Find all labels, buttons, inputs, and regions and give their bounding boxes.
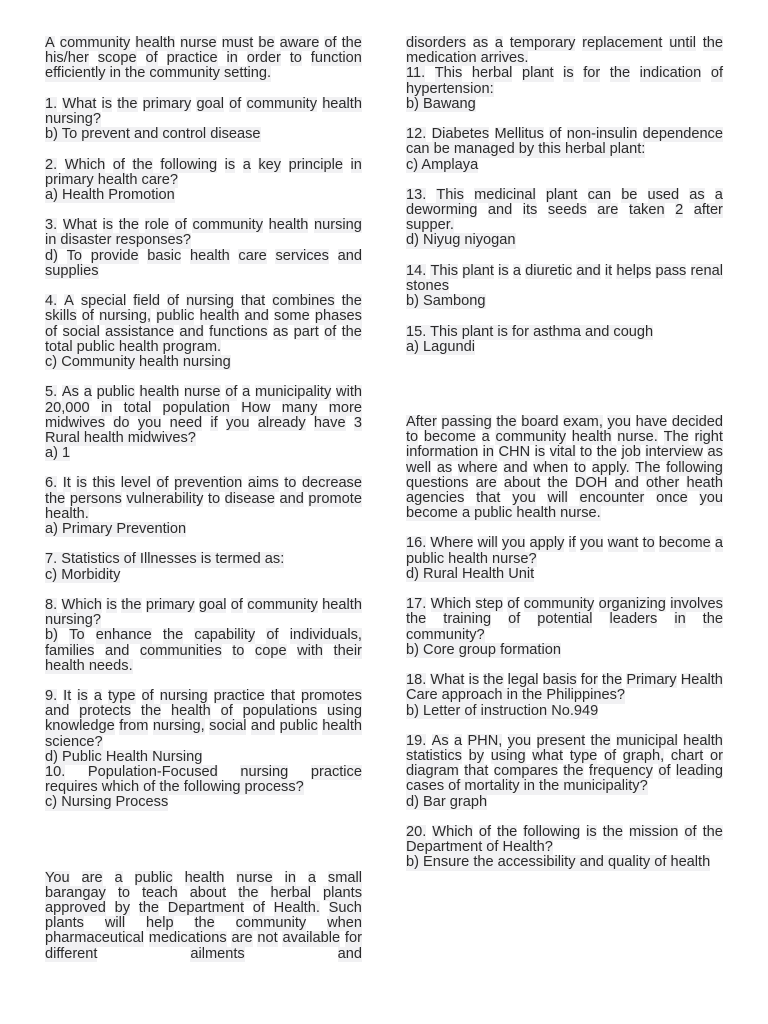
intro-text (45, 36, 362, 82)
question-1 (45, 97, 362, 127)
question-14-line: 14. This plant is a diuretic and it helps pass renal (406, 262, 723, 279)
answer-17 (406, 643, 723, 658)
scenario-herbal-line: barangay to teach about the herbal plants (45, 884, 362, 901)
question-15-line: 15. This plant is for asthma and cough (406, 323, 654, 340)
question-6-line: 6. It is this level of prevention aims to decrease (45, 475, 362, 492)
answer-20 (406, 855, 723, 870)
question-3-line: 3. What is the role of community health nursing (45, 217, 362, 234)
question-12 (406, 127, 723, 157)
question-13 (406, 188, 723, 234)
question-19-line: statistics by using what type of graph, chart or (406, 748, 723, 765)
question-17-line: 17. Which step of community organizing involves (406, 596, 723, 613)
answer-13-line: d) Niyug niyogan (406, 232, 516, 249)
scenario-herbal (45, 871, 362, 962)
answer-15 (406, 340, 723, 355)
scenario-doh-line: to become a community health nurse. The right (406, 429, 723, 446)
question-16 (406, 536, 723, 566)
answer-3-line: supplies (45, 262, 99, 279)
question-14-line: stones (406, 278, 449, 294)
answer-11 (406, 97, 723, 112)
question-16-line: public health nurse? (406, 550, 537, 567)
answer-6 (45, 522, 362, 537)
scenario-herbal-line: You are a public health nurse in a small (45, 869, 362, 886)
question-10-line: requires which of the following process? (45, 779, 304, 796)
question-18-line: Care approach in the Philippines? (406, 687, 626, 704)
question-4 (45, 294, 362, 355)
answer-17-line: b) Core group formation (406, 641, 561, 658)
scenario-doh-line: agencies that you will encounter once you (406, 489, 723, 506)
question-8 (45, 598, 362, 628)
question-5-line: 20,000 in total population How many more (45, 399, 362, 416)
answer-19-line: d) Bar graph (406, 793, 488, 810)
question-18 (406, 673, 723, 703)
answer-6-line: a) Primary Prevention (45, 521, 187, 537)
answer-13 (406, 233, 723, 248)
question-7 (45, 552, 362, 567)
question-20-line: 20. Which of the following is the mission of the (406, 824, 723, 840)
question-2 (45, 158, 362, 188)
question-10-line: 10. Population-Focused nursing practice (45, 764, 362, 780)
question-8-line: nursing? (45, 612, 101, 629)
question-13-line: deworming and its seeds are taken 2 after (406, 202, 723, 219)
scenario-herbal-line: approved by the Department of Health. Such (45, 899, 362, 916)
question-20-line: Department of Health? (406, 839, 553, 856)
question-14 (406, 264, 723, 294)
answer-14-line: b) Sambong (406, 293, 486, 310)
answer-4-line: c) Community health nursing (45, 353, 231, 370)
question-17 (406, 597, 723, 643)
answer-3 (45, 249, 362, 279)
scenario-herbal-line: different ailments and (45, 945, 362, 962)
answer-3-line: d) To provide basic health care services and (45, 247, 362, 264)
scenario-herbal-cont-line: disorders as a temporary replacement until the (406, 35, 723, 51)
question-11-line: hypertension: (406, 80, 494, 97)
answer-4 (45, 355, 362, 370)
question-4-line: total public health program. (45, 338, 222, 355)
question-5 (45, 385, 362, 446)
answer-9 (45, 750, 362, 765)
answer-8-line: families and communities to cope with their (45, 642, 362, 659)
question-6-line: health. (45, 505, 89, 522)
scenario-doh-line: After passing the board exam, you have decided (406, 413, 723, 430)
question-7-line: 7. Statistics of Illnesses is termed as: (45, 551, 285, 568)
scenario-doh-line: information in CHN is vital to the job interview as (406, 444, 723, 461)
question-10 (45, 765, 362, 795)
answer-7 (45, 568, 362, 583)
question-5-line: Rural health midwives? (45, 429, 196, 446)
answer-8-line: health needs. (45, 657, 133, 674)
question-4-line: 4. A special field of nursing that combines the (45, 293, 362, 310)
question-17-line: community? (406, 626, 485, 643)
question-13-line: supper. (406, 217, 454, 234)
answer-19 (406, 795, 723, 810)
scenario-doh-line: become a public health nurse. (406, 505, 601, 522)
question-3-line: in disaster responses? (45, 232, 192, 249)
answer-1-line: b) To prevent and control disease (45, 126, 261, 143)
question-9-line: 9. It is a type of nursing practice that promotes (45, 688, 362, 705)
answer-5 (45, 446, 362, 461)
question-9 (45, 689, 362, 750)
question-16-line: 16. Where will you apply if you want to become a (406, 535, 723, 552)
question-20 (406, 825, 723, 855)
answer-11-line: b) Bawang (406, 95, 476, 112)
question-8-line: 8. Which is the primary goal of community health (45, 596, 362, 613)
answer-5-line: a) 1 (45, 445, 71, 462)
question-11 (406, 66, 723, 96)
question-4-line: of social assistance and functions as part of the (45, 323, 362, 340)
question-18-line: 18. What is the legal basis for the Primary Health (406, 672, 723, 689)
scenario-herbal-line: plants will help the community when (45, 915, 362, 932)
question-9-line: science? (45, 733, 103, 750)
answer-8 (45, 628, 362, 674)
question-19-line: diagram that compares the frequency of leading (406, 763, 723, 780)
question-17-line: the training of potential leaders in the (406, 611, 723, 628)
question-13-line: 13. This medicinal plant can be used as a (406, 186, 723, 203)
scenario-doh-line: questions are about the DOH and other heath (406, 474, 723, 491)
scenario-herbal-line: pharmaceutical medications are not available for (45, 930, 362, 947)
answer-1 (45, 127, 362, 142)
answer-7-line: c) Morbidity (45, 566, 121, 583)
scenario-herbal-cont (406, 36, 723, 66)
question-9-line: knowledge from nursing, social and public health (45, 718, 362, 735)
intro-text-line: his/her scope of practice in order to function (45, 50, 362, 67)
answer-10-line: c) Nursing Process (45, 794, 169, 811)
answer-16-line: d) Rural Health Unit (406, 565, 535, 582)
question-11-line: 11. This herbal plant is for the indication of (406, 65, 723, 82)
scenario-doh (406, 415, 723, 521)
question-19-line: 19. As a PHN, you present the municipal health (406, 732, 723, 749)
answer-8-line: b) To enhance the capability of individuals, (45, 627, 362, 644)
scenario-herbal-cont-line: medication arrives. (406, 50, 529, 67)
answer-18-line: b) Letter of instruction No.949 (406, 702, 599, 719)
question-1-line: nursing? (45, 110, 101, 127)
intro-text-line: A community health nurse must be aware of the (45, 35, 362, 51)
question-1-line: 1. What is the primary goal of community health (45, 95, 362, 112)
question-5-line: 5. As a public health nurse of a municipality with (45, 384, 362, 401)
answer-16 (406, 567, 723, 582)
question-3 (45, 218, 362, 248)
question-2-line: primary health care? (45, 171, 179, 188)
question-19 (406, 734, 723, 795)
left-column (45, 36, 362, 962)
answer-2 (45, 188, 362, 203)
question-4-line: skills of nursing, public health and some phases (45, 308, 362, 325)
answer-20-line: b) Ensure the accessibility and quality of health (406, 854, 711, 871)
question-6-line: the persons vulnerability to disease and promote (45, 490, 362, 507)
question-19-line: cases of mortality in the municipality? (406, 778, 648, 795)
question-2-line: 2. Which of the following is a key principle in (45, 156, 362, 173)
intro-text-line: efficiently in the community setting. (45, 65, 272, 82)
answer-12-line: c) Amplaya (406, 156, 479, 173)
answer-12 (406, 158, 723, 173)
answer-2-line: a) Health Promotion (45, 186, 175, 203)
answer-10 (45, 795, 362, 810)
question-12-line: can be managed by this herbal plant: (406, 141, 646, 158)
question-6 (45, 476, 362, 522)
question-5-line: midwives do you need if you already have 3 (45, 414, 362, 431)
scenario-doh-line: well as where and when to apply. The following (406, 459, 723, 476)
right-column (406, 36, 723, 871)
answer-15-line: a) Lagundi (406, 338, 475, 355)
answer-18 (406, 704, 723, 719)
answer-14 (406, 294, 723, 309)
question-9-line: and protects the health of populations using (45, 703, 362, 720)
question-12-line: 12. Diabetes Mellitus of non-insulin dependence (406, 126, 723, 143)
answer-9-line: d) Public Health Nursing (45, 748, 203, 765)
question-15 (406, 325, 723, 340)
